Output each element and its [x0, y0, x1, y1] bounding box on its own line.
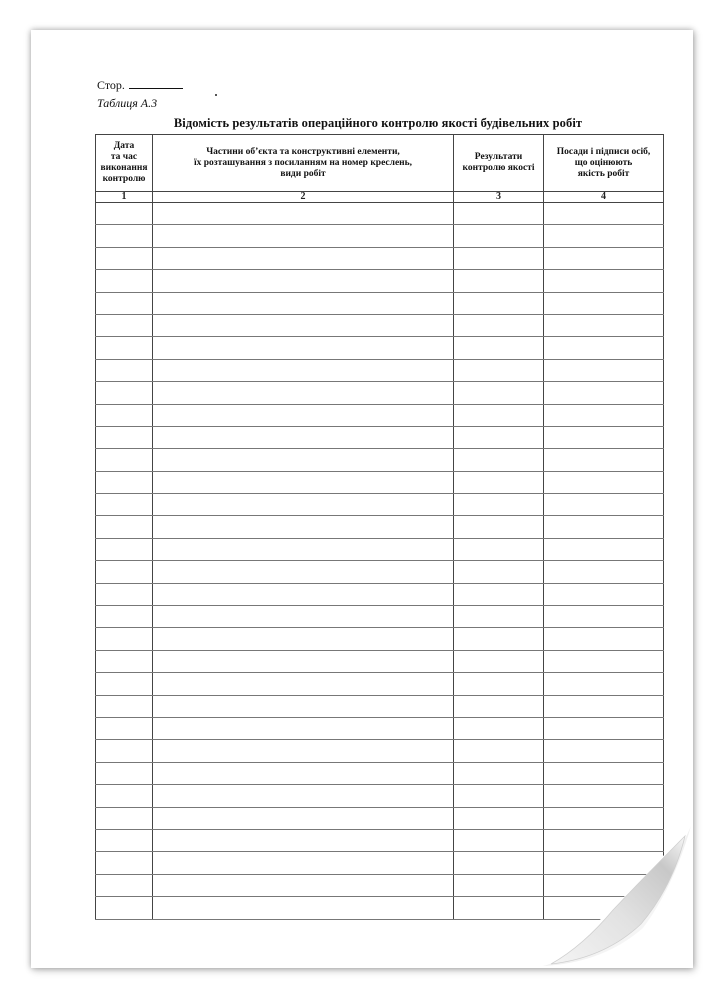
table-cell[interactable]: [544, 449, 664, 471]
table-cell[interactable]: [153, 807, 454, 829]
table-row: [96, 762, 664, 784]
table-row: [96, 449, 664, 471]
table-cell[interactable]: [544, 606, 664, 628]
table-cell[interactable]: [96, 404, 153, 426]
table-cell[interactable]: [96, 359, 153, 381]
table-cell[interactable]: [96, 829, 153, 851]
table-row: [96, 538, 664, 560]
header-positions-signatures: [544, 135, 664, 192]
header-line: що оцінюють: [574, 157, 633, 168]
table-cell[interactable]: [544, 874, 664, 896]
table-cell[interactable]: [153, 516, 454, 538]
table-cell[interactable]: [153, 494, 454, 516]
table-cell[interactable]: [96, 583, 153, 605]
table-cell[interactable]: [544, 695, 664, 717]
table-cell[interactable]: [544, 314, 664, 336]
table-cell[interactable]: [96, 337, 153, 359]
table-cell[interactable]: [153, 203, 454, 225]
table-row: [96, 740, 664, 762]
table-cell[interactable]: [96, 807, 153, 829]
column-number-row: [96, 192, 664, 203]
table-row: [96, 628, 664, 650]
table-cell[interactable]: [96, 203, 153, 225]
header-line: контролю якості: [462, 163, 535, 173]
table-cell[interactable]: [96, 225, 153, 247]
table-cell[interactable]: [454, 292, 544, 314]
table-cell[interactable]: [153, 337, 454, 359]
table-row: [96, 874, 664, 896]
document-title: Відомість результатів операційного контролю якості будівельних робіт: [173, 116, 583, 130]
column-number: 3: [454, 192, 544, 203]
table-cell[interactable]: [454, 359, 544, 381]
table-row: [96, 314, 664, 336]
table-row: [96, 785, 664, 807]
table-cell[interactable]: [454, 247, 544, 269]
table-cell[interactable]: [544, 762, 664, 784]
column-number: 1: [96, 192, 153, 203]
table-cell[interactable]: [544, 740, 664, 762]
table-cell[interactable]: [454, 314, 544, 336]
table-cell[interactable]: [153, 471, 454, 493]
table-row: [96, 225, 664, 247]
header-object-parts: [153, 135, 454, 192]
table-cell[interactable]: [454, 874, 544, 896]
table-cell[interactable]: [544, 673, 664, 695]
table-cell[interactable]: [454, 538, 544, 560]
table-row: [96, 829, 664, 851]
header-line: види робіт: [280, 168, 326, 179]
table-cell[interactable]: [153, 717, 454, 739]
header-line: якість робіт: [577, 168, 630, 179]
table-row: [96, 561, 664, 583]
table-cell[interactable]: [454, 852, 544, 874]
table-cell[interactable]: [454, 673, 544, 695]
table-row: [96, 404, 664, 426]
table-cell[interactable]: [96, 852, 153, 874]
table-cell[interactable]: [454, 717, 544, 739]
table-cell[interactable]: [153, 404, 454, 426]
header-line: та час: [110, 152, 138, 162]
table-cell[interactable]: [544, 270, 664, 292]
column-number: 2: [153, 192, 454, 203]
table-row: [96, 650, 664, 672]
table-cell[interactable]: [96, 650, 153, 672]
table-cell[interactable]: [96, 874, 153, 896]
table-cell[interactable]: [153, 561, 454, 583]
table-cell[interactable]: [544, 561, 664, 583]
table-cell[interactable]: [153, 270, 454, 292]
table-cell[interactable]: [153, 292, 454, 314]
table-cell[interactable]: [544, 292, 664, 314]
table-cell[interactable]: [153, 695, 454, 717]
table-cell[interactable]: [544, 829, 664, 851]
table-row: [96, 494, 664, 516]
table-row: [96, 292, 664, 314]
table-cell[interactable]: [454, 762, 544, 784]
table-cell[interactable]: [454, 807, 544, 829]
header-control-results: [454, 135, 544, 192]
table-row: [96, 203, 664, 225]
table-cell[interactable]: [153, 449, 454, 471]
table-cell[interactable]: [96, 695, 153, 717]
table-cell[interactable]: [96, 538, 153, 560]
table-cell[interactable]: [454, 628, 544, 650]
control-results-table: [95, 134, 664, 920]
table-cell[interactable]: [153, 740, 454, 762]
table-cell[interactable]: [153, 314, 454, 336]
table-cell[interactable]: [96, 314, 153, 336]
table-cell[interactable]: [96, 740, 153, 762]
table-cell[interactable]: [544, 337, 664, 359]
header-line: контролю: [102, 174, 146, 184]
table-row: [96, 359, 664, 381]
table-cell[interactable]: [96, 717, 153, 739]
speck: [215, 94, 217, 96]
table-row: [96, 807, 664, 829]
table-cell[interactable]: [96, 561, 153, 583]
table-cell[interactable]: [454, 337, 544, 359]
table-cell[interactable]: [153, 874, 454, 896]
table-cell[interactable]: [544, 583, 664, 605]
table-cell[interactable]: [96, 897, 153, 919]
table-cell[interactable]: [454, 785, 544, 807]
table-cell[interactable]: [544, 359, 664, 381]
table-cell[interactable]: [544, 897, 664, 919]
table-body: [96, 203, 664, 920]
table-cell[interactable]: [454, 225, 544, 247]
table-row: [96, 516, 664, 538]
page-number-blank[interactable]: [129, 78, 183, 89]
document-page: [31, 30, 693, 968]
page-number-label: Стор.: [97, 78, 125, 92]
table-cell[interactable]: [544, 225, 664, 247]
table-row: [96, 337, 664, 359]
table-cell[interactable]: [544, 426, 664, 448]
table-cell[interactable]: [153, 583, 454, 605]
table-cell[interactable]: [454, 897, 544, 919]
table-row: [96, 852, 664, 874]
table-cell[interactable]: [544, 628, 664, 650]
page-number-field: [97, 78, 183, 93]
table-header-row: [96, 135, 664, 192]
table-cell[interactable]: [153, 762, 454, 784]
table-cell[interactable]: [544, 717, 664, 739]
table-row: [96, 695, 664, 717]
header-line: виконання: [100, 163, 148, 173]
table-cell[interactable]: [544, 203, 664, 225]
table-cell[interactable]: [454, 382, 544, 404]
table-label: Таблиця А.3: [97, 96, 158, 110]
table-cell[interactable]: [454, 471, 544, 493]
table-cell[interactable]: [454, 583, 544, 605]
table-cell[interactable]: [153, 606, 454, 628]
table-cell[interactable]: [96, 270, 153, 292]
table-cell[interactable]: [153, 426, 454, 448]
table-cell[interactable]: [153, 382, 454, 404]
table-cell[interactable]: [153, 247, 454, 269]
header-line: Дата: [113, 141, 135, 151]
table-cell[interactable]: [454, 606, 544, 628]
header-line: Посади і підписи осіб,: [556, 146, 651, 157]
table-row: [96, 717, 664, 739]
table-cell[interactable]: [544, 785, 664, 807]
table-cell[interactable]: [96, 673, 153, 695]
table-cell[interactable]: [544, 807, 664, 829]
table-cell[interactable]: [96, 382, 153, 404]
table-row: [96, 897, 664, 919]
header-line: їх розташування з посиланням на номер креслень,: [193, 157, 413, 168]
table-row: [96, 426, 664, 448]
table-cell[interactable]: [96, 628, 153, 650]
table-cell[interactable]: [544, 382, 664, 404]
table-cell[interactable]: [454, 404, 544, 426]
table-cell[interactable]: [544, 404, 664, 426]
header-date-time: [96, 135, 153, 192]
table-cell[interactable]: [544, 650, 664, 672]
table-cell[interactable]: [454, 561, 544, 583]
table-cell[interactable]: [544, 516, 664, 538]
table-cell[interactable]: [153, 829, 454, 851]
table-cell[interactable]: [96, 426, 153, 448]
table-cell[interactable]: [454, 270, 544, 292]
table-row: [96, 382, 664, 404]
table-row: [96, 247, 664, 269]
table-cell[interactable]: [96, 785, 153, 807]
table-cell[interactable]: [96, 516, 153, 538]
table-cell[interactable]: [454, 516, 544, 538]
table-cell[interactable]: [96, 762, 153, 784]
header-line: Результати: [474, 152, 523, 162]
table-cell[interactable]: [153, 650, 454, 672]
table-cell[interactable]: [454, 494, 544, 516]
table-cell[interactable]: [454, 426, 544, 448]
table-cell[interactable]: [544, 247, 664, 269]
table-cell[interactable]: [96, 606, 153, 628]
table-cell[interactable]: [153, 225, 454, 247]
table-cell[interactable]: [153, 897, 454, 919]
table-cell[interactable]: [96, 471, 153, 493]
table-row: [96, 471, 664, 493]
table-cell[interactable]: [153, 785, 454, 807]
table-cell[interactable]: [544, 471, 664, 493]
table-cell[interactable]: [153, 359, 454, 381]
table-row: [96, 673, 664, 695]
table-cell[interactable]: [153, 673, 454, 695]
column-number: 4: [544, 192, 664, 203]
table-cell[interactable]: [454, 829, 544, 851]
table-cell[interactable]: [153, 852, 454, 874]
table-cell[interactable]: [96, 449, 153, 471]
table-cell[interactable]: [96, 247, 153, 269]
table-cell[interactable]: [544, 852, 664, 874]
table-row: [96, 583, 664, 605]
table-cell[interactable]: [454, 449, 544, 471]
table-cell[interactable]: [544, 538, 664, 560]
table-cell[interactable]: [454, 695, 544, 717]
table-cell[interactable]: [96, 494, 153, 516]
header-line: Частини об’єкта та конструктивні елементи,: [206, 146, 400, 157]
table-cell[interactable]: [454, 203, 544, 225]
table-row: [96, 270, 664, 292]
table-cell[interactable]: [153, 538, 454, 560]
table-cell[interactable]: [454, 650, 544, 672]
table-cell[interactable]: [153, 628, 454, 650]
table-cell[interactable]: [454, 740, 544, 762]
table-cell[interactable]: [544, 494, 664, 516]
table-cell[interactable]: [96, 292, 153, 314]
table-row: [96, 606, 664, 628]
